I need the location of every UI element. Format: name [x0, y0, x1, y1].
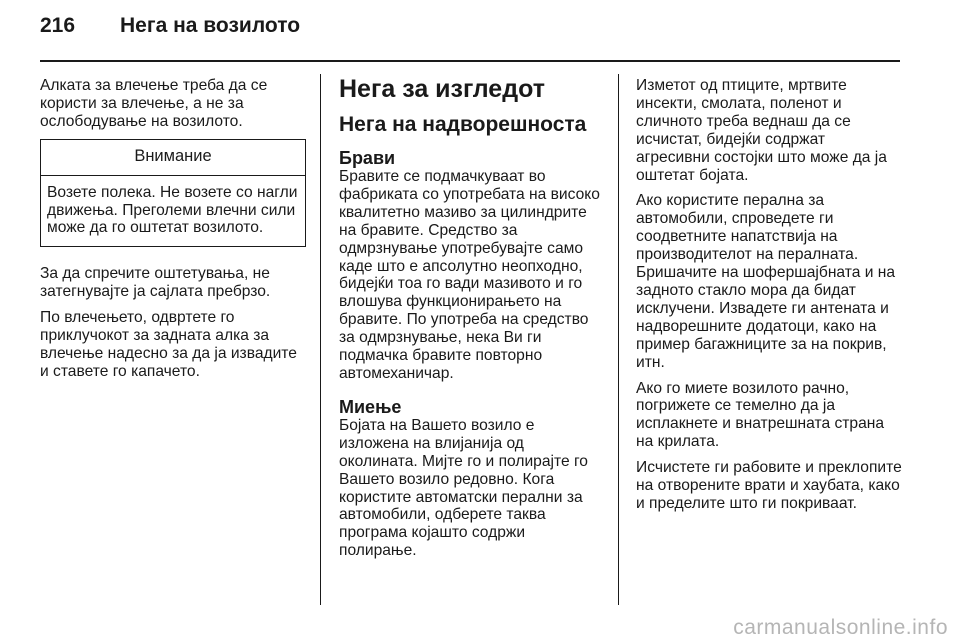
section-heading: Нега за изгледот	[339, 75, 545, 103]
column-divider	[618, 74, 619, 605]
subsection-heading: Нега на надворешноста	[339, 113, 587, 136]
header-rule	[40, 60, 900, 62]
paragraph: Ако користите перална за автомобили, спроведете ги соодветните напатствија на производителот на пералната. Бришачите на шофершајбната и на задното стакло мора да бидат исклучени. Извадете ги антената и надворешните додатоци, како на пример багажниците за на покрив, итн.	[636, 192, 896, 371]
page-title: Нега на возилото	[120, 14, 301, 37]
washing-text: Бојата на Вашето возило е изложена на влијанија од околината. Мијте го и полирајте го Вашето возило редовно. Кога користите автоматски перални за автомобили, одберете таква програма којашто содржи полирање.	[339, 416, 588, 560]
watermark: carmanualsonline.info	[733, 616, 948, 639]
paragraph: По влечењето, одвртете го приклучокот за задната алка за влечење надесно за да ја извадите и ставете го капачето.	[40, 309, 297, 380]
warning-title: Внимание	[41, 140, 305, 176]
column-middle	[339, 74, 603, 568]
washing-heading: Миење	[339, 396, 402, 417]
towing-eye-note: Алката за влечење треба да се користи за влечење, а не за ослободување на возилото.	[40, 77, 268, 130]
paragraph: Изметот од птиците, мртвите инсекти, смолата, поленот и сличното треба веднаш да се исчистат, бидејќи содржат агресивни состојки што може да ја оштетат бојата.	[636, 77, 887, 184]
page-number: 216	[40, 14, 76, 37]
paragraph: За да спречите оштетувања, не затегнувајте ја сајлата пребрзо.	[40, 265, 271, 301]
column-left	[40, 77, 306, 389]
column-right	[636, 77, 902, 521]
page-header	[40, 14, 300, 38]
paragraph: Исчистете ги рабовите и преклопите на отворените врати и хаубата, како и пределите што ги покриваат.	[636, 459, 902, 512]
locks-heading: Брави	[339, 148, 396, 168]
warning-box	[40, 139, 306, 248]
column-divider	[320, 74, 321, 605]
warning-body: Возете полека. Не возете со нагли движења. Преголеми влечни сили може да го оштетат возилото.	[47, 183, 298, 237]
paragraph: Ако го миете возилото рачно, погрижете се темелно да ја исплакнете и внатрешната страна на крилата.	[636, 379, 885, 451]
locks-text: Бравите се подмачкуваат во фабриката со употребата на високо квалитетно мазиво за цилиндрите на бравите. Средство за одмрзнување употребувајте само каде што е апсолутно неопходно, бидејќи тоа го вади мазивото и го влошува функционирањето на бравите. По употреба на средство за одмрзнување, нека Ви ги подмачка бравите повторно автомеханичар.	[339, 168, 600, 382]
